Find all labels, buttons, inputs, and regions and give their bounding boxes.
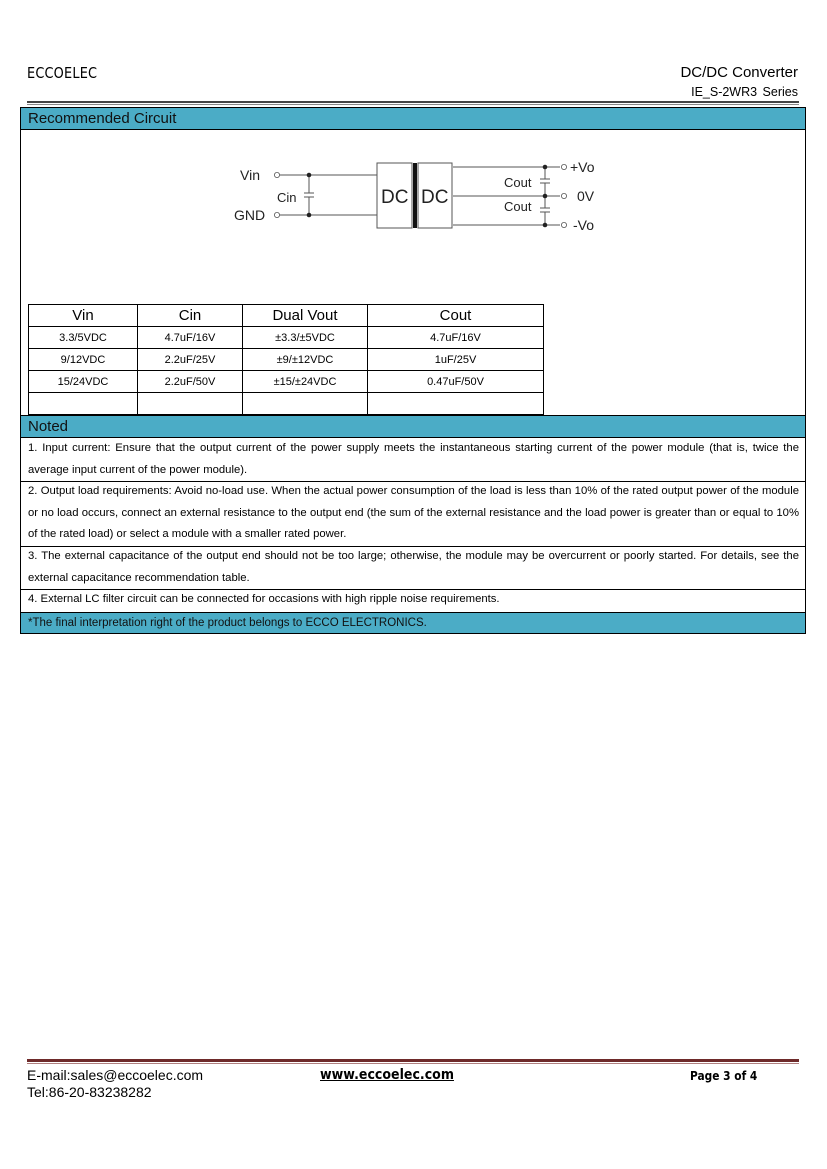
cell-cin: 2.2uF/25V	[138, 349, 243, 371]
cell-vin: 9/12VDC	[29, 349, 138, 371]
header-rule-thin	[27, 104, 799, 105]
header-cin: Cin	[138, 305, 243, 327]
label-zero-v: 0V	[577, 188, 595, 204]
terminal-minus-vo	[561, 222, 566, 227]
cell-vin	[29, 393, 138, 415]
cell-cin: 2.2uF/50V	[138, 371, 243, 393]
junction-plus-vo	[543, 165, 548, 170]
note-divider	[20, 481, 806, 482]
cell-dual-vout: ±9/±12VDC	[243, 349, 368, 371]
cell-cout	[368, 393, 544, 415]
disclaimer-bar	[20, 612, 806, 634]
junction-vin	[307, 173, 312, 178]
header-rule	[27, 101, 799, 103]
capacitor-table	[28, 304, 544, 415]
product-type: DC/DC Converter	[680, 64, 798, 81]
cell-vin: 3.3/5VDC	[29, 327, 138, 349]
footer-email[interactable]: E-mail:sales@eccoelec.com	[27, 1067, 204, 1083]
header-cout: Cout	[368, 305, 544, 327]
series-name: IE_S-2WR3 Series	[691, 85, 798, 99]
footer-rule	[27, 1059, 799, 1062]
table-row	[29, 371, 544, 393]
junction-zero-v	[543, 194, 548, 199]
label-minus-vo: -Vo	[573, 217, 595, 233]
cell-dual-vout	[243, 393, 368, 415]
table-row	[29, 349, 544, 371]
section-title: Noted	[28, 418, 69, 435]
label-vin: Vin	[240, 167, 260, 183]
section-bar-recommended-circuit	[20, 107, 806, 130]
notes-list	[28, 438, 799, 611]
circuit-diagram	[220, 150, 620, 240]
terminal-zero-v	[561, 193, 566, 198]
footer-website-link[interactable]: www.eccoelec.com	[320, 1067, 454, 1083]
section-bar-noted	[20, 415, 806, 438]
junction-minus-vo	[543, 223, 548, 228]
company-name: ECCOELEC	[27, 64, 98, 82]
label-plus-vo: +Vo	[570, 159, 595, 175]
cell-cout: 1uF/25V	[368, 349, 544, 371]
terminal-gnd	[274, 212, 279, 217]
disclaimer-text: *The final interpretation right of the product belongs to ECCO ELECTRONICS.	[28, 617, 427, 629]
note-divider	[20, 546, 806, 547]
cell-cout: 0.47uF/50V	[368, 371, 544, 393]
label-gnd: GND	[234, 207, 266, 223]
cell-dual-vout: ±15/±24VDC	[243, 371, 368, 393]
cell-cin: 4.7uF/16V	[138, 327, 243, 349]
table-row	[29, 327, 544, 349]
table-header-row	[29, 305, 544, 327]
table-row-empty	[29, 393, 544, 415]
cell-cout: 4.7uF/16V	[368, 327, 544, 349]
note-item: 1. Input current: Ensure that the output current of the power supply meets the instantaneous starting current of the power module (that is, twice the average input current of the power module).	[28, 442, 799, 476]
section-title: Recommended Circuit	[28, 110, 177, 127]
cell-dual-vout: ±3.3/±5VDC	[243, 327, 368, 349]
label-cout-bottom: Cout	[504, 199, 532, 214]
header-vin: Vin	[29, 305, 138, 327]
terminal-plus-vo	[561, 164, 566, 169]
junction-gnd	[307, 213, 312, 218]
note-item: 4. External LC filter circuit can be connected for occasions with high ripple noise requirements.	[28, 593, 500, 606]
cell-vin: 15/24VDC	[29, 371, 138, 393]
transformer-bar	[413, 163, 417, 228]
page-number: Page 3 of 4	[690, 1068, 758, 1083]
note-divider	[20, 589, 806, 590]
header-dual-vout: Dual Vout	[243, 305, 368, 327]
footer-tel: Tel:86-20-83238282	[27, 1084, 152, 1100]
note-item: 3. The external capacitance of the output end should not be too large; otherwise, the module may be overcurrent or poorly started. For details, see the external capacitance recommendation table.	[28, 549, 799, 584]
label-cout-top: Cout	[504, 175, 532, 190]
terminal-vin	[274, 172, 279, 177]
label-dc-left: DC	[381, 187, 409, 208]
label-cin: Cin	[277, 190, 297, 205]
label-dc-right: DC	[421, 187, 449, 208]
footer-rule-thin	[27, 1063, 799, 1064]
note-item: 2. Output load requirements: Avoid no-load use. When the actual power consumption of the load is less than 10% of the rated output power of the module or no load occurs, connect an external resistance to the output end (the sum of the external resistance and the load power is greater than or equal to 10% of the rated load) or select a module with a smaller rated power.	[28, 485, 799, 541]
cell-cin	[138, 393, 243, 415]
